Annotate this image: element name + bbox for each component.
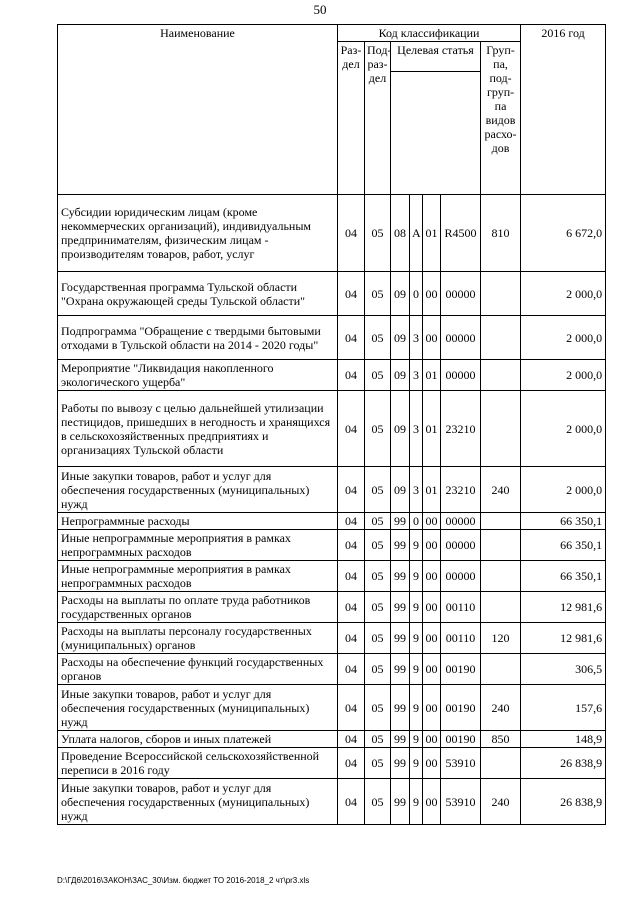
- row-target-program: 09: [391, 467, 410, 513]
- header-razdel: Раз- дел: [338, 42, 365, 195]
- table-row: [58, 530, 606, 561]
- row-group: [481, 316, 521, 360]
- header-podrazdel: Под- раз- дел: [365, 42, 391, 195]
- row-razdel: 04: [338, 561, 365, 592]
- row-target-event: 00: [423, 685, 441, 731]
- header-target: Целевая статья: [391, 42, 481, 72]
- row-amount: 66 350,1: [521, 513, 606, 530]
- row-amount: 306,5: [521, 654, 606, 685]
- row-name: Иные непрограммные мероприятия в рамках непрограммных расходов: [58, 530, 338, 561]
- row-target-direction: 00000: [441, 272, 481, 316]
- row-razdel: 04: [338, 316, 365, 360]
- row-razdel: 04: [338, 685, 365, 731]
- row-target-event: 01: [423, 391, 441, 467]
- row-podrazdel: 05: [365, 731, 391, 748]
- table-row: [58, 467, 606, 513]
- row-amount: 2 000,0: [521, 316, 606, 360]
- row-group: [481, 592, 521, 623]
- table-row: [58, 513, 606, 530]
- row-podrazdel: 05: [365, 316, 391, 360]
- row-target-event: 00: [423, 623, 441, 654]
- row-target-direction: 53910: [441, 748, 481, 779]
- row-target-event: 00: [423, 513, 441, 530]
- row-group: [481, 654, 521, 685]
- row-target-subprogram: 0: [410, 513, 423, 530]
- row-group: [481, 360, 521, 391]
- row-razdel: 04: [338, 592, 365, 623]
- row-target-program: 99: [391, 513, 410, 530]
- table-row: [58, 592, 606, 623]
- row-amount: 2 000,0: [521, 391, 606, 467]
- table-row: [58, 685, 606, 731]
- row-razdel: 04: [338, 272, 365, 316]
- row-amount: 2 000,0: [521, 272, 606, 316]
- table-body: [58, 195, 606, 825]
- row-name: Проведение Всероссийской сельскохозяйственной переписи в 2016 году: [58, 748, 338, 779]
- row-podrazdel: 05: [365, 748, 391, 779]
- row-target-event: 01: [423, 195, 441, 272]
- row-podrazdel: 05: [365, 779, 391, 825]
- row-razdel: 04: [338, 513, 365, 530]
- row-target-event: 00: [423, 316, 441, 360]
- header-classification: Код классификации: [338, 25, 521, 42]
- row-target-direction: 00000: [441, 530, 481, 561]
- row-amount: 12 981,6: [521, 592, 606, 623]
- row-name: Иные закупки товаров, работ и услуг для обеспечения государственных (муниципальных) нужд: [58, 685, 338, 731]
- row-razdel: 04: [338, 623, 365, 654]
- row-target-subprogram: 9: [410, 748, 423, 779]
- row-target-subprogram: 9: [410, 592, 423, 623]
- row-target-program: 09: [391, 360, 410, 391]
- row-razdel: 04: [338, 654, 365, 685]
- budget-table: [57, 24, 606, 825]
- row-razdel: 04: [338, 731, 365, 748]
- row-target-event: 00: [423, 731, 441, 748]
- table-row: [58, 748, 606, 779]
- row-target-program: 08: [391, 195, 410, 272]
- row-target-direction: 00000: [441, 513, 481, 530]
- row-target-event: 00: [423, 272, 441, 316]
- row-target-direction: 00000: [441, 360, 481, 391]
- row-target-direction: 00190: [441, 731, 481, 748]
- row-target-direction: 00110: [441, 623, 481, 654]
- row-target-subprogram: 3: [410, 316, 423, 360]
- row-amount: 12 981,6: [521, 623, 606, 654]
- row-group: 240: [481, 467, 521, 513]
- row-group: 240: [481, 779, 521, 825]
- row-razdel: 04: [338, 360, 365, 391]
- row-group: [481, 530, 521, 561]
- row-name: Подпрограмма "Обращение с твердыми бытовыми отходами в Тульской области на 2014 - 2020 годы": [58, 316, 338, 360]
- row-group: [481, 561, 521, 592]
- row-target-subprogram: 9: [410, 731, 423, 748]
- table-row: [58, 272, 606, 316]
- header-target-spacer: [391, 72, 481, 195]
- row-target-program: 99: [391, 623, 410, 654]
- row-target-program: 99: [391, 685, 410, 731]
- row-target-program: 99: [391, 561, 410, 592]
- table-row: [58, 623, 606, 654]
- table-row: [58, 391, 606, 467]
- row-target-event: 00: [423, 779, 441, 825]
- row-name: Уплата налогов, сборов и иных платежей: [58, 731, 338, 748]
- row-target-event: 00: [423, 592, 441, 623]
- row-target-direction: 00190: [441, 654, 481, 685]
- row-target-direction: 00000: [441, 316, 481, 360]
- row-amount: 6 672,0: [521, 195, 606, 272]
- row-razdel: 04: [338, 195, 365, 272]
- row-amount: 2 000,0: [521, 467, 606, 513]
- row-razdel: 04: [338, 748, 365, 779]
- row-name: Расходы на выплаты персоналу государственных (муниципальных) органов: [58, 623, 338, 654]
- row-target-event: 00: [423, 748, 441, 779]
- row-target-direction: 53910: [441, 779, 481, 825]
- row-target-subprogram: 3: [410, 467, 423, 513]
- row-amount: 66 350,1: [521, 561, 606, 592]
- row-target-subprogram: 9: [410, 779, 423, 825]
- row-target-subprogram: 9: [410, 654, 423, 685]
- row-target-event: 00: [423, 561, 441, 592]
- row-amount: 148,9: [521, 731, 606, 748]
- row-target-subprogram: 3: [410, 360, 423, 391]
- row-target-subprogram: 9: [410, 623, 423, 654]
- row-target-program: 99: [391, 748, 410, 779]
- row-amount: 66 350,1: [521, 530, 606, 561]
- row-razdel: 04: [338, 391, 365, 467]
- row-group: 810: [481, 195, 521, 272]
- table-row: [58, 360, 606, 391]
- header-row-1: [58, 25, 606, 42]
- row-target-event: 00: [423, 654, 441, 685]
- row-amount: 157,6: [521, 685, 606, 731]
- row-amount: 2 000,0: [521, 360, 606, 391]
- row-razdel: 04: [338, 779, 365, 825]
- row-name: Непрограммные расходы: [58, 513, 338, 530]
- row-target-direction: 23210: [441, 467, 481, 513]
- row-podrazdel: 05: [365, 685, 391, 731]
- row-target-program: 99: [391, 779, 410, 825]
- table-row: [58, 731, 606, 748]
- row-target-direction: 00190: [441, 685, 481, 731]
- row-target-subprogram: 9: [410, 685, 423, 731]
- row-name: Расходы на обеспечение функций государственных органов: [58, 654, 338, 685]
- row-name: Расходы на выплаты по оплате труда работников государственных органов: [58, 592, 338, 623]
- row-name: Мероприятие "Ликвидация накопленного экологического ущерба": [58, 360, 338, 391]
- row-group: [481, 391, 521, 467]
- row-target-subprogram: 3: [410, 391, 423, 467]
- row-podrazdel: 05: [365, 391, 391, 467]
- row-razdel: 04: [338, 467, 365, 513]
- table-row: [58, 654, 606, 685]
- row-podrazdel: 05: [365, 272, 391, 316]
- table-row: [58, 779, 606, 825]
- row-target-program: 99: [391, 654, 410, 685]
- row-podrazdel: 05: [365, 360, 391, 391]
- row-target-program: 99: [391, 731, 410, 748]
- row-podrazdel: 05: [365, 623, 391, 654]
- row-podrazdel: 05: [365, 561, 391, 592]
- row-podrazdel: 05: [365, 513, 391, 530]
- row-amount: 26 838,9: [521, 748, 606, 779]
- row-target-event: 01: [423, 467, 441, 513]
- table-row: [58, 316, 606, 360]
- row-name: Государственная программа Тульской области "Охрана окружающей среды Тульской области": [58, 272, 338, 316]
- row-podrazdel: 05: [365, 467, 391, 513]
- row-target-program: 09: [391, 316, 410, 360]
- row-target-program: 99: [391, 530, 410, 561]
- row-amount: 26 838,9: [521, 779, 606, 825]
- row-target-subprogram: 0: [410, 272, 423, 316]
- row-name: Иные закупки товаров, работ и услуг для обеспечения государственных (муниципальных) нужд: [58, 779, 338, 825]
- row-target-subprogram: 9: [410, 530, 423, 561]
- row-target-program: 99: [391, 592, 410, 623]
- row-name: Иные закупки товаров, работ и услуг для обеспечения государственных (муниципальных) нужд: [58, 467, 338, 513]
- row-target-subprogram: А: [410, 195, 423, 272]
- row-group: [481, 272, 521, 316]
- header-name: Наименование: [58, 25, 338, 195]
- header-group: Груп- па, под- груп- па видов расхо- дов: [481, 42, 521, 195]
- row-podrazdel: 05: [365, 530, 391, 561]
- row-podrazdel: 05: [365, 195, 391, 272]
- table-row: [58, 561, 606, 592]
- row-target-program: 09: [391, 272, 410, 316]
- row-target-direction: 00000: [441, 561, 481, 592]
- row-name: Иные непрограммные мероприятия в рамках непрограммных расходов: [58, 561, 338, 592]
- row-target-direction: R4500: [441, 195, 481, 272]
- row-razdel: 04: [338, 530, 365, 561]
- row-target-program: 09: [391, 391, 410, 467]
- row-target-event: 01: [423, 360, 441, 391]
- row-group: 240: [481, 685, 521, 731]
- row-group: [481, 513, 521, 530]
- file-path-footer: D:\ГД6\2016\ЗАКОН\ЗАС_30\Изм. бюджет ТО 2016-2018_2 чт\pr3.xls: [57, 876, 310, 885]
- row-name: Работы по вывозу с целью дальнейшей утилизации пестицидов, пришедших в негодность и хранящихся в сельскохозяйственных предприятиях и организациях Тульской области: [58, 391, 338, 467]
- row-target-subprogram: 9: [410, 561, 423, 592]
- page-number: 50: [313, 2, 327, 17]
- row-podrazdel: 05: [365, 592, 391, 623]
- row-podrazdel: 05: [365, 654, 391, 685]
- row-group: 120: [481, 623, 521, 654]
- table-row: [58, 195, 606, 272]
- row-group: 850: [481, 731, 521, 748]
- row-name: Субсидии юридическим лицам (кроме некоммерческих организаций), индивидуальным предпринимателям, физическим лицам - производителям товаров, работ, услуг: [58, 195, 338, 272]
- row-target-direction: 00110: [441, 592, 481, 623]
- row-group: [481, 748, 521, 779]
- row-target-event: 00: [423, 530, 441, 561]
- header-year: 2016 год: [521, 25, 606, 195]
- row-target-direction: 23210: [441, 391, 481, 467]
